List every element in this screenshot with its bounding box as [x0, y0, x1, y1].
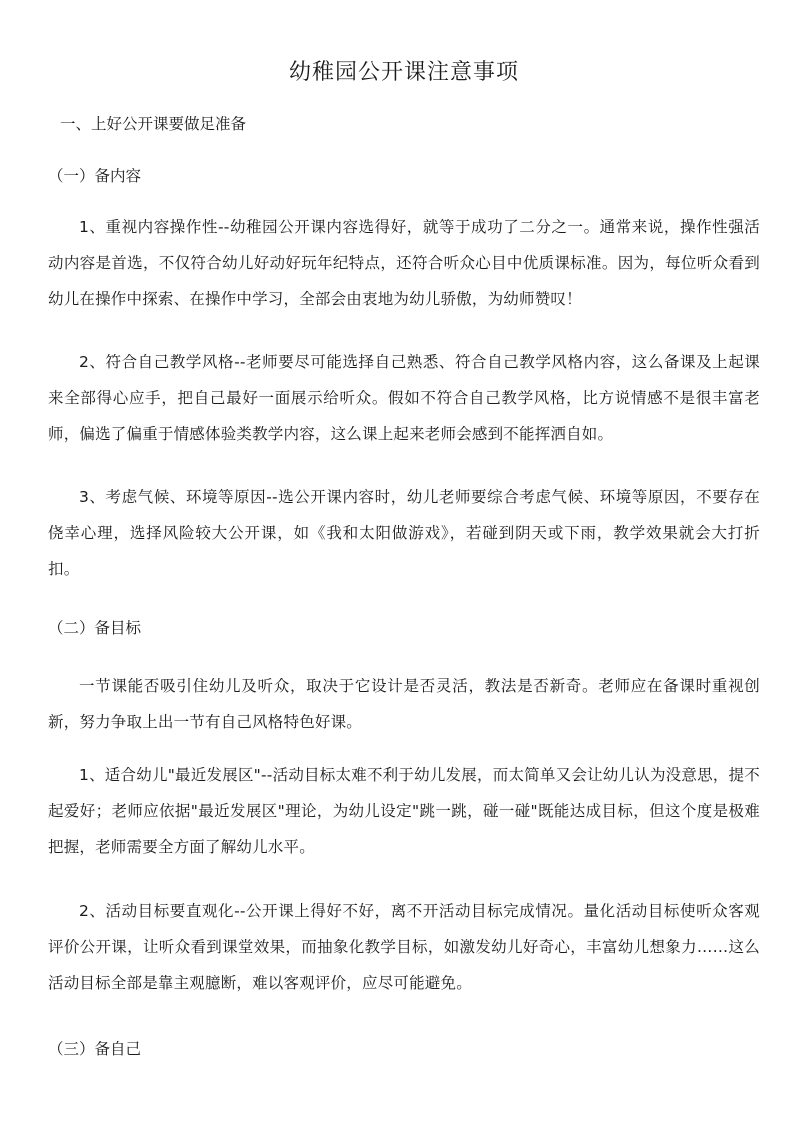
paragraph: 3、考虑气候、环境等原因--选公开课内容时，幼儿老师要综合考虑气候、环境等原因，不要存在侥幸心理，选择风险较大公开课，如《我和太阳做游戏》，若碰到阴天或下雨，教学效果就会大打折扣。	[48, 488, 760, 578]
page-title: 幼稚园公开课注意事项	[288, 60, 519, 85]
paragraph: 2、符合自己教学风格--老师要尽可能选择自己熟悉、符合自己教学风格内容，这么备课及上起课来全部得心应手，把自己最好一面展示给听众。假如不符合自己教学风格，比方说情感不是很丰富老师，偏选了偏重于情感体验类教学内容，这么课上起来老师会感到不能挥洒自如。	[48, 353, 760, 443]
paragraph: 1、适合幼儿"最近发展区"--活动目标太难不利于幼儿发展，而太简单又会让幼儿认为没意思，提不起爱好；老师应依据"最近发展区"理论，为幼儿设定"跳一跳，碰一碰"既能达成目标，但这个度是极难把握，老师需要全方面了解幼儿水平。	[48, 766, 760, 856]
main-heading: 一、上好公开课要做足准备	[60, 115, 247, 133]
section-heading-self: （三）备自己	[48, 1040, 142, 1058]
section-heading-goals: （二）备目标	[48, 619, 142, 637]
paragraph: 2、活动目标要直观化--公开课上得好不好，离不开活动目标完成情况。量化活动目标使听众客观评价公开课，让听众看到课堂效果，而抽象化教学目标，如激发幼儿好奇心，丰富幼儿想象力……这么活动目标全部是靠主观臆断，难以客观评价，应尽可能避免。	[48, 902, 760, 992]
paragraph: 1、重视内容操作性--幼稚园公开课内容选得好，就等于成功了二分之一。通常来说，操作性强活动内容是首选，不仅符合幼儿好动好玩年纪特点，还符合听众心目中优质课标准。因为，每位听众看到幼儿在操作中探索、在操作中学习，全部会由衷地为幼儿骄傲，为幼师赞叹！	[48, 218, 760, 308]
section-heading-content: （一）备内容	[48, 167, 142, 185]
paragraph: 一节课能否吸引住幼儿及听众，取决于它设计是否灵活，教法是否新奇。老师应在备课时重视创新，努力争取上出一节有自己风格特色好课。	[48, 677, 760, 731]
